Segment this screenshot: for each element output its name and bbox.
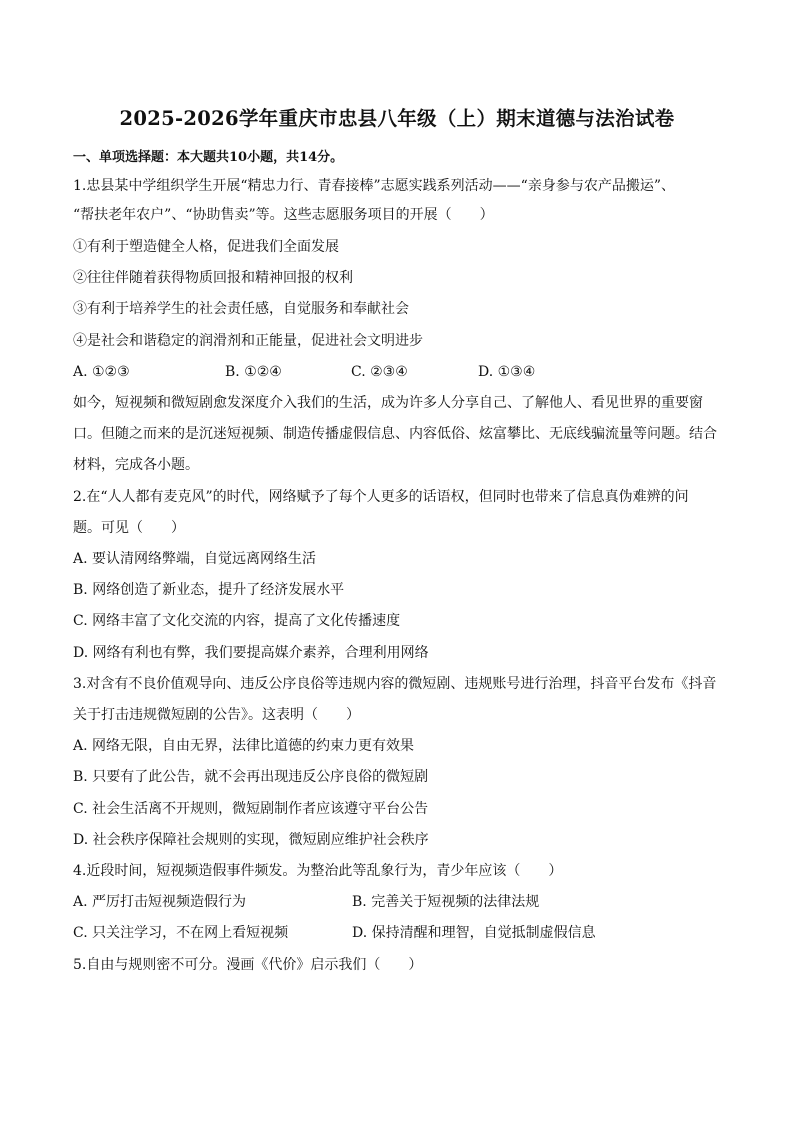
- q1-item-2: ②往往伴随着获得物质回报和精神回报的权利: [73, 270, 353, 286]
- q2-stem-line-1: 2.在“人人都有麦克风”的时代，网络赋予了每个人更多的话语权，但同时也带来了信息真伪难辨的问: [73, 489, 689, 505]
- material-line-3: 材料，完成各小题。: [73, 457, 199, 473]
- q3-option-b: B. 只要有了此公告，就不会再出现违反公序良俗的微短剧: [73, 769, 429, 785]
- material-line-2: 口。但随之而来的是沉迷短视频、制造传播虚假信息、内容低俗、炫富攀比、无底线骗流量等问题。结合: [73, 426, 717, 442]
- q4-option-c: C. 只关注学习，不在网上看短视频: [73, 925, 289, 941]
- q1-item-3: ③有利于培养学生的社会责任感，自觉服务和奉献社会: [73, 301, 409, 317]
- q1-stem-line-2: “帮扶老年农户”、“协助售卖”等。这些志愿服务项目的开展（ ）: [73, 207, 494, 223]
- page-title: 2025-2026学年重庆市忠县八年级（上）期末道德与法治试卷: [119, 107, 675, 130]
- q4-stem: 4.近段时间，短视频造假事件频发。为整治此等乱象行为，青少年应该（ ）: [73, 863, 563, 879]
- q1-option-b: B. ①②④: [225, 364, 282, 380]
- q3-option-d: D. 社会秩序保障社会规则的实现，微短剧应维护社会秩序: [73, 832, 429, 848]
- section-heading: 一、单项选择题：本大题共10小题，共14分。: [73, 150, 344, 165]
- q4-option-a: A. 严厉打击短视频造假行为: [73, 894, 247, 910]
- q2-stem-line-2: 题。可见（ ）: [73, 520, 185, 536]
- q1-item-4: ④是社会和谐稳定的润滑剂和正能量，促进社会文明进步: [73, 333, 423, 349]
- q1-option-d: D. ①③④: [478, 364, 536, 380]
- q3-stem-line-2: 关于打击违规微短剧的公告》。这表明（ ）: [73, 707, 360, 723]
- q1-item-1: ①有利于塑造健全人格，促进我们全面发展: [73, 239, 339, 255]
- q4-option-d: D. 保持清醒和理智，自觉抵制虚假信息: [352, 925, 596, 941]
- q4-option-b: B. 完善关于短视频的法律法规: [352, 894, 540, 910]
- material-line-1: 如今，短视频和微短剧愈发深度介入我们的生活，成为许多人分享自己、了解他人、看见世界的重要窗: [73, 395, 703, 411]
- q2-option-c: C. 网络丰富了文化交流的内容，提高了文化传播速度: [73, 613, 401, 629]
- q1-stem-line-1: 1.忠县某中学组织学生开展“精忠力行、青春接棒”志愿实践系列活动——“亲身参与农产品搬运”、: [73, 178, 675, 194]
- q5-stem: 5.自由与规则密不可分。漫画《代价》启示我们（ ）: [73, 957, 423, 973]
- q2-option-d: D. 网络有利也有弊，我们要提高媒介素养，合理利用网络: [73, 645, 429, 661]
- q1-option-a: A. ①②③: [73, 364, 130, 380]
- q1-option-c: C. ②③④: [351, 364, 408, 380]
- q3-stem-line-1: 3.对含有不良价值观导向、违反公序良俗等违规内容的微短剧、违规账号进行治理，抖音平台发布《抖音: [73, 676, 717, 692]
- q3-option-a: A. 网络无限，自由无界，法律比道德的约束力更有效果: [73, 738, 415, 754]
- q2-option-a: A. 要认清网络弊端，自觉远离网络生活: [73, 551, 317, 567]
- q3-option-c: C. 社会生活离不开规则，微短剧制作者应该遵守平台公告: [73, 801, 429, 817]
- q2-option-b: B. 网络创造了新业态，提升了经济发展水平: [73, 582, 345, 598]
